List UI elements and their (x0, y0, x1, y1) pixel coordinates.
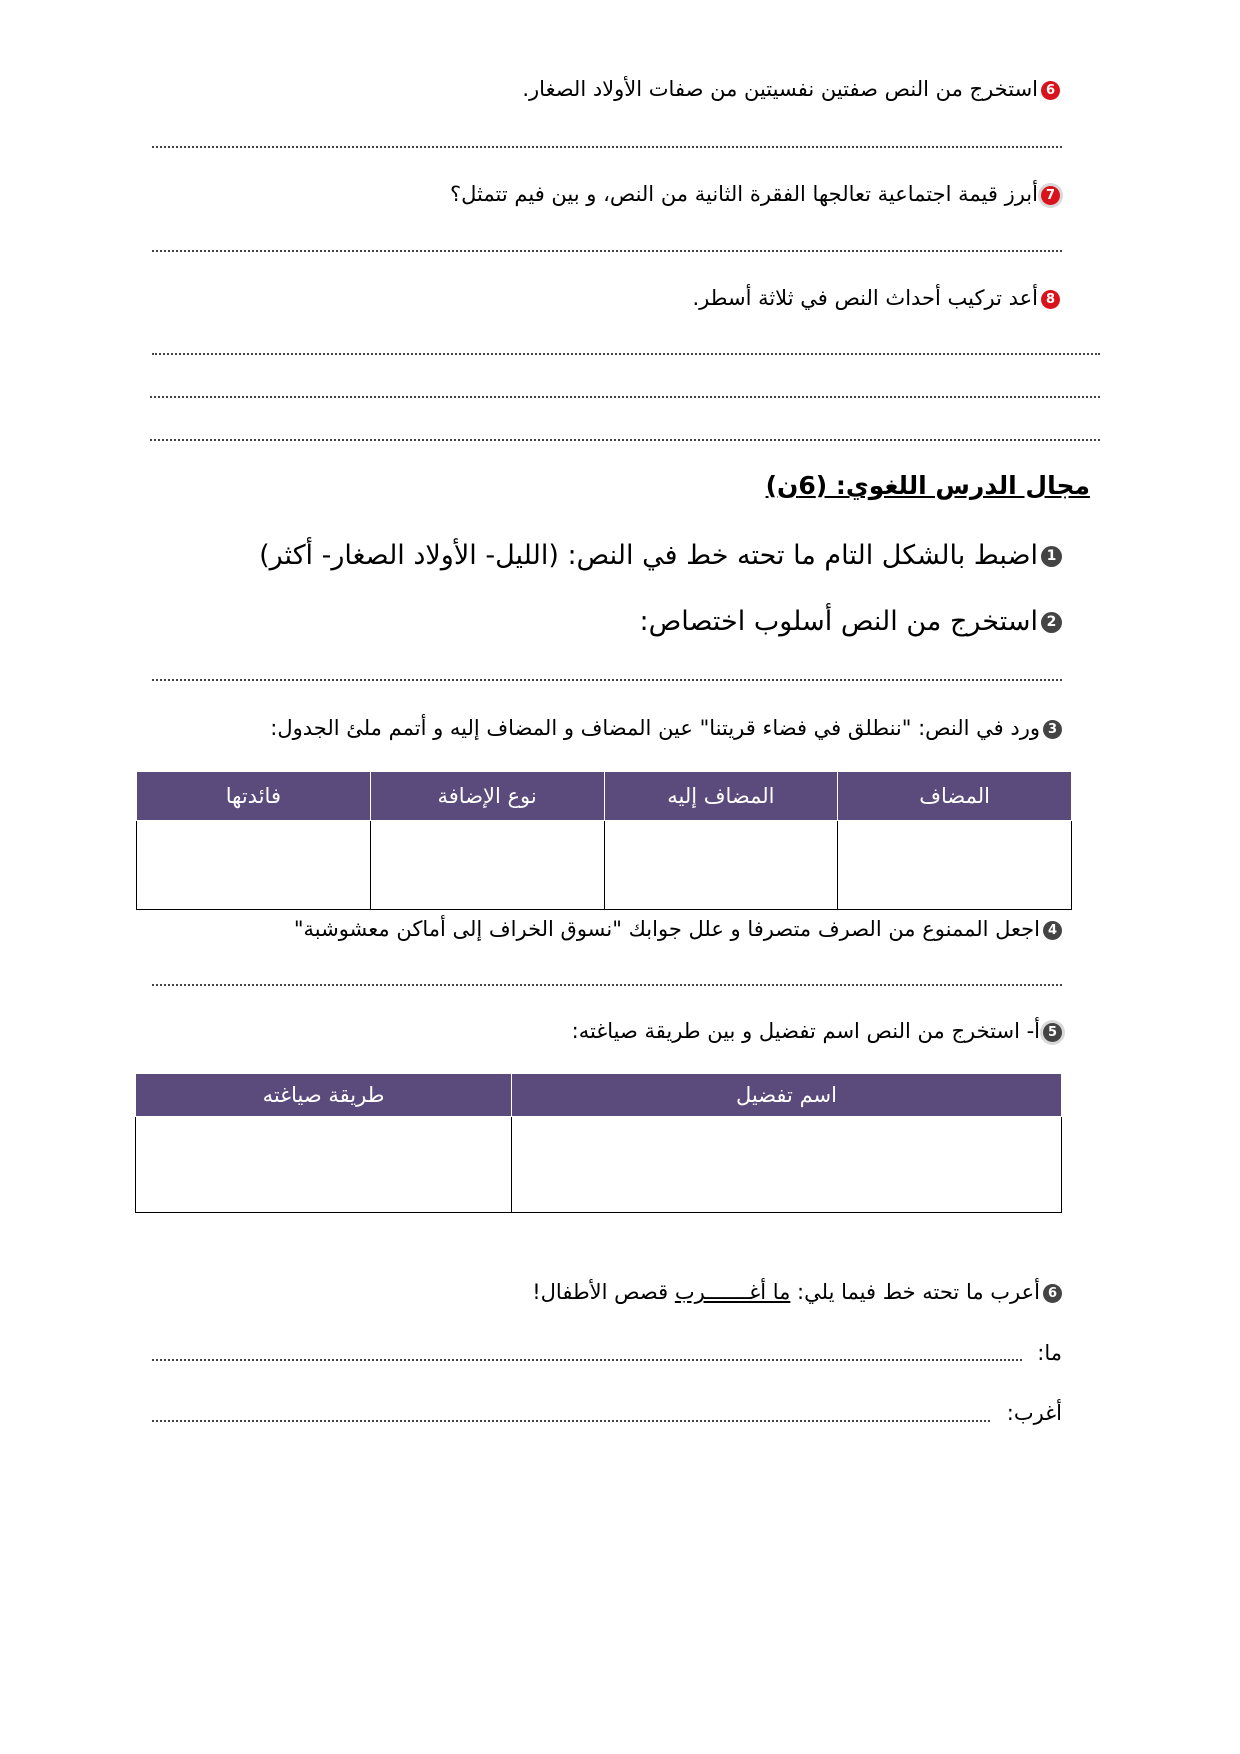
answer-cell[interactable] (370, 821, 604, 910)
question-text: اضبط بالشكل التام ما تحته خط في النص: (الليل- الأولاد الصغار- أكثر) (259, 540, 1038, 571)
question-text: أعرب ما تحته خط فيما يلي: (790, 1280, 1040, 1304)
number-badge-6: 6 (1041, 81, 1060, 100)
answer-cell[interactable] (137, 821, 371, 910)
answer-line[interactable] (152, 353, 1100, 355)
number-badge-5: 5 (1043, 1023, 1062, 1042)
question-text: أعد تركيب أحداث النص في ثلاثة أسطر. (692, 286, 1038, 310)
question-6-top (522, 74, 1060, 104)
answer-label-aghrab: أغرب: (1006, 1401, 1062, 1425)
column-header: طريقة صياغته (136, 1074, 512, 1117)
lang-question-1 (259, 536, 1062, 576)
question-text: قصص الأطفال! (532, 1280, 675, 1304)
answer-line[interactable] (152, 250, 1062, 252)
underlined-phrase: ما أغـــــــرب (674, 1280, 791, 1304)
number-badge-6: 6 (1043, 1284, 1062, 1303)
question-text: استخرج من النص أسلوب اختصاص: (639, 606, 1038, 637)
answer-line[interactable] (152, 984, 1062, 986)
answer-cell[interactable] (136, 1117, 512, 1213)
question-text: أ- استخرج من النص اسم تفضيل و بين طريقة صياغته: (571, 1019, 1040, 1043)
answer-line[interactable] (152, 1359, 1022, 1361)
number-badge-1: 1 (1041, 546, 1062, 567)
column-header: نوع الإضافة (370, 772, 604, 821)
question-text: استخرج من النص صفتين نفسيتين من صفات الأولاد الصغار. (522, 77, 1038, 101)
lang-question-4 (294, 914, 1062, 944)
question-text: ورد في النص: "ننطلق في فضاء قريتنا" عين المضاف و المضاف إليه و أتمم ملئ الجدول: (270, 716, 1040, 740)
lang-question-2 (640, 602, 1062, 642)
lang-question-6 (532, 1277, 1062, 1307)
answer-line[interactable] (152, 1420, 990, 1422)
answer-line[interactable] (152, 679, 1062, 681)
section-heading: مجال الدرس اللغوي: (6ن) (765, 471, 1090, 500)
answer-line[interactable] (150, 439, 1100, 441)
column-header: اسم تفضيل (512, 1074, 1062, 1117)
number-badge-4: 4 (1043, 921, 1062, 940)
column-header: فائدتها (137, 772, 371, 821)
tafdil-table (135, 1073, 1062, 1213)
question-text: أبرز قيمة اجتماعية تعالجها الفقرة الثانية من النص، و بين فيم تتمثل؟ (450, 182, 1038, 206)
answer-cell[interactable] (512, 1117, 1062, 1213)
answer-line[interactable] (152, 146, 1062, 148)
idafa-table (136, 771, 1072, 910)
lang-question-5 (572, 1016, 1062, 1046)
lang-question-3 (270, 713, 1062, 743)
number-badge-7: 7 (1041, 186, 1060, 205)
column-header: المضاف (838, 772, 1072, 821)
answer-line[interactable] (150, 396, 1100, 398)
number-badge-8: 8 (1041, 290, 1060, 309)
answer-cell[interactable] (604, 821, 838, 910)
number-badge-2: 2 (1041, 612, 1062, 633)
answer-cell[interactable] (838, 821, 1072, 910)
question-text: اجعل الممنوع من الصرف متصرفا و علل جوابك "نسوق الخراف إلى أماكن معشوشبة" (293, 917, 1040, 941)
column-header: المضاف إليه (604, 772, 838, 821)
number-badge-3: 3 (1043, 720, 1062, 739)
question-7-top (450, 179, 1060, 209)
answer-label-ma: ما: (1037, 1341, 1062, 1365)
question-8-top (692, 283, 1060, 313)
